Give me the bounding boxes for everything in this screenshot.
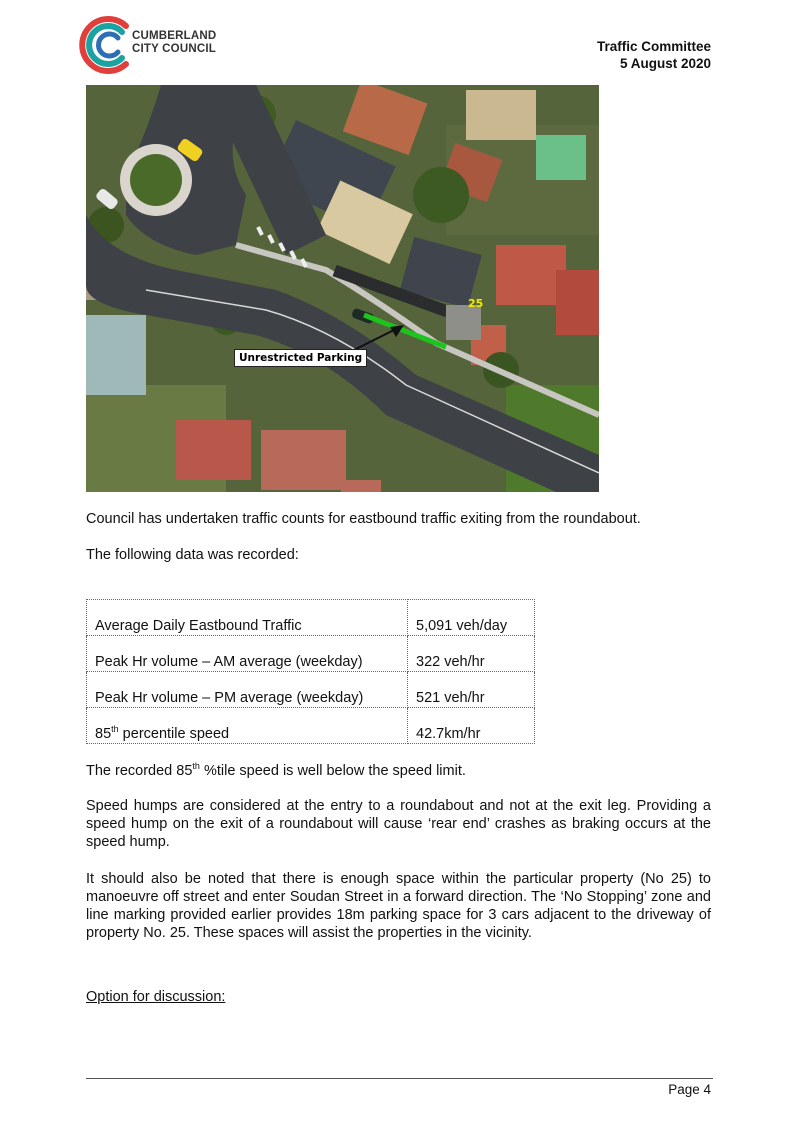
council-logo-icon (78, 14, 138, 76)
committee-title: Traffic Committee (596, 39, 711, 54)
percentile-suffix: th (111, 724, 119, 734)
table-cell-label: Peak Hr volume – PM average (weekday) (87, 672, 408, 708)
table-cell-label: Average Daily Eastbound Traffic (87, 600, 408, 636)
table-cell-value: 5,091 veh/day (408, 600, 535, 636)
table-cell-value: 322 veh/hr (408, 636, 535, 672)
table-row (87, 708, 535, 744)
meeting-date: 5 August 2020 (619, 56, 711, 71)
percentile-label-rest: percentile speed (118, 726, 230, 742)
traffic-data-table (86, 599, 535, 744)
table-row (87, 636, 535, 672)
table-cell-value: 521 veh/hr (408, 672, 535, 708)
aerial-photo-image (86, 85, 599, 492)
option-heading: Option for discussion: (86, 989, 226, 1005)
percentile-number: 85 (95, 726, 112, 742)
header-meta (597, 38, 711, 72)
table-cell-label: Peak Hr volume – AM average (weekday) (87, 636, 408, 672)
speed-text-rest: %tile speed is well below the speed limit. (199, 763, 466, 779)
page-number: Page 4 (668, 1082, 711, 1097)
council-name-line2: CITY COUNCIL (132, 43, 216, 55)
aerial-photo (86, 85, 599, 492)
paragraph-property-access: It should also be noted that there is enough space within the particular property (No 25) to manoeuvre off street and enter Soudan Street in a forward direction. The ‘No Stopping’ zone and line marking provided earlier provides 18m parking space for 3 cars adjacent to the driveway of property No. 25. These spaces will assist the properties in the vicinity. (86, 871, 711, 941)
council-name-line1: CUMBERLAND (132, 30, 217, 42)
unrestricted-parking-label: Unrestricted Parking (234, 349, 367, 367)
lot-number-label: 25 (468, 297, 484, 310)
paragraph-speed-limit (86, 762, 711, 780)
table-row (87, 600, 535, 636)
paragraph-speed-humps: Speed humps are considered at the entry to a roundabout and not at the exit leg. Providing a speed hump on the exit of a roundabout will cause ‘rear end’ crashes as braking occurs at the speed hump. (86, 798, 711, 850)
council-name (132, 30, 216, 56)
speed-text-prefix: The recorded 85 (86, 763, 193, 779)
table-cell-value: 42.7km/hr (408, 708, 535, 744)
paragraph-data-intro: The following data was recorded: (86, 547, 299, 563)
table-cell-label (87, 708, 408, 744)
speed-text-suffix: th (192, 761, 200, 771)
footer-divider (86, 1078, 713, 1079)
table-row (87, 672, 535, 708)
paragraph-traffic-counts: Council has undertaken traffic counts for eastbound traffic exiting from the roundabout. (86, 511, 641, 527)
